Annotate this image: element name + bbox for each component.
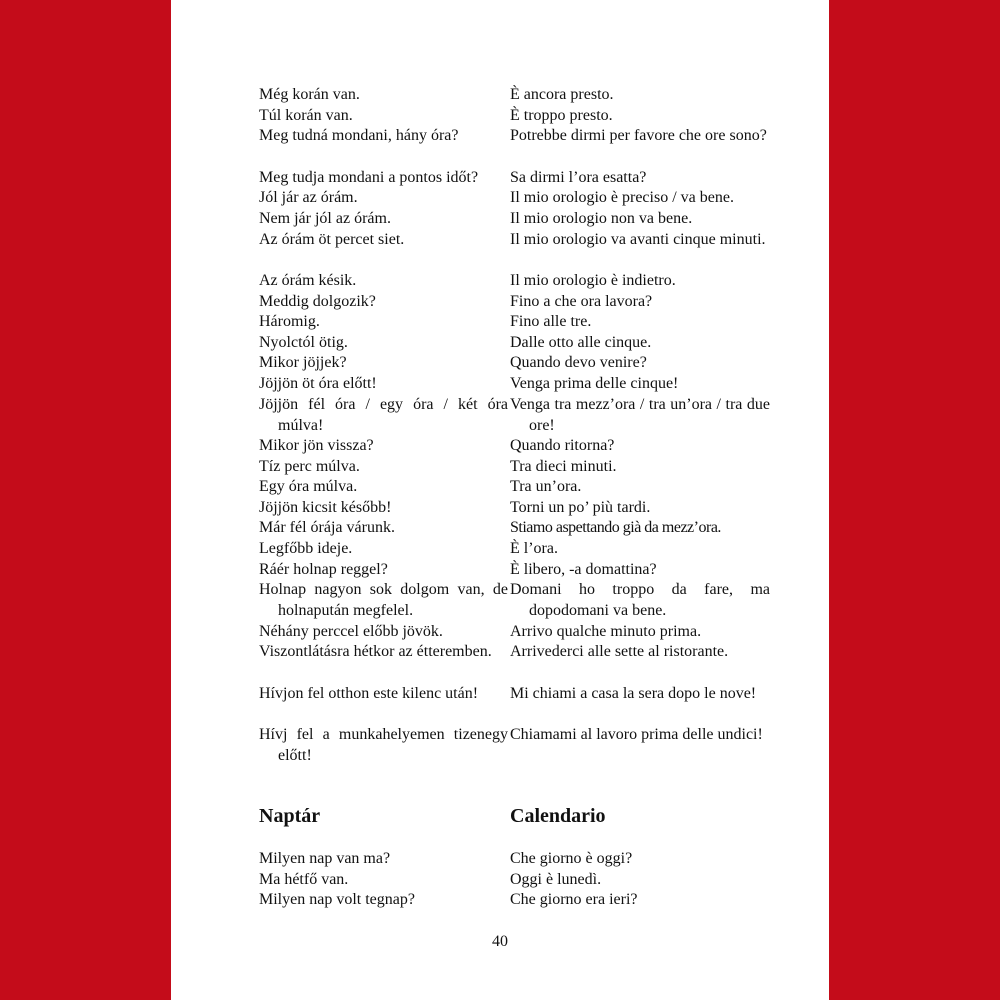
italian-phrase: Il mio orologio è indietro.	[510, 272, 676, 289]
italian-phrase: Quando devo venire?	[510, 354, 647, 371]
italian-phrase: Chiamami al lavoro prima delle undici!	[510, 726, 763, 743]
italian-phrase: Il mio orologio non va bene.	[510, 210, 693, 227]
hungarian-phrase: Az órám késik.	[259, 272, 357, 289]
hungarian-phrase: Mikor jöjjek?	[259, 354, 347, 371]
italian-phrase: Sa dirmi l’ora esatta?	[510, 169, 647, 186]
hungarian-phrase: Túl korán van.	[259, 107, 353, 124]
hungarian-phrase: Holnap nagyon sok dolgom van, de holnapután megfelel.	[259, 581, 508, 619]
hungarian-phrase: Nem jár jól az órám.	[259, 210, 391, 227]
hungarian-phrase: Mikor jön vissza?	[259, 437, 374, 454]
italian-phrase: Che giorno era ieri?	[510, 891, 638, 908]
hungarian-phrase: Jöjjön kicsit később!	[259, 499, 392, 516]
hungarian-phrase: Meg tudná mondani, hány óra?	[259, 127, 459, 144]
italian-phrase: Domani ho troppo da fare, ma dopodomani va bene.	[510, 581, 770, 619]
hungarian-phrase: Ráér holnap reggel?	[259, 561, 388, 578]
page-number: 40	[492, 933, 508, 950]
italian-phrase: È troppo presto.	[510, 107, 613, 124]
italian-phrase: Oggi è lunedì.	[510, 871, 602, 888]
italian-phrase: Dalle otto alle cinque.	[510, 334, 652, 351]
italian-phrase: Tra dieci minuti.	[510, 458, 617, 475]
hungarian-phrase: Háromig.	[259, 313, 320, 330]
hungarian-phrase: Nyolctól ötig.	[259, 334, 348, 351]
hungarian-phrase: Jöjjön fél óra / egy óra / két óra múlva!	[259, 396, 508, 434]
italian-phrase: Torni un po’ più tardi.	[510, 499, 651, 516]
hungarian-phrase: Milyen nap van ma?	[259, 850, 391, 867]
hungarian-phrase: Jól jár az órám.	[259, 189, 358, 206]
hungarian-phrase: Ma hétfő van.	[259, 871, 349, 888]
hungarian-phrase: Tíz perc múlva.	[259, 458, 360, 475]
italian-phrase: Potrebbe dirmi per favore che ore sono?	[510, 127, 767, 144]
italian-phrase: Venga prima delle cinque!	[510, 375, 679, 392]
italian-phrase: È libero, -a domattina?	[510, 561, 657, 578]
section-heading-hungarian: Naptár	[259, 805, 321, 827]
hungarian-phrase: Már fél órája várunk.	[259, 519, 395, 536]
italian-phrase: Fino a che ora lavora?	[510, 293, 653, 310]
italian-phrase: Quando ritorna?	[510, 437, 615, 454]
hungarian-phrase: Viszontlátásra hétkor az étteremben.	[259, 643, 492, 660]
italian-phrase: Tra un’ora.	[510, 478, 582, 495]
italian-phrase: Venga tra mezz’ora / tra un’ora / tra due ore!	[510, 396, 770, 434]
hungarian-phrase: Hívjon fel otthon este kilenc után!	[259, 685, 479, 702]
italian-phrase: Mi chiami a casa la sera dopo le nove!	[510, 685, 757, 702]
italian-phrase: Il mio orologio è preciso / va bene.	[510, 189, 734, 206]
hungarian-phrase: Legfőbb ideje.	[259, 540, 353, 557]
hungarian-phrase: Milyen nap volt tegnap?	[259, 891, 415, 908]
hungarian-phrase: Az órám öt percet siet.	[259, 231, 405, 248]
section-heading-italian: Calendario	[510, 805, 606, 827]
hungarian-phrase: Néhány perccel előbb jövök.	[259, 623, 443, 640]
hungarian-phrase: Meddig dolgozik?	[259, 293, 376, 310]
hungarian-phrase: Meg tudja mondani a pontos időt?	[259, 169, 479, 186]
italian-phrase: Stiamo aspettando già da mezz’ora.	[510, 519, 721, 536]
italian-phrase: È ancora presto.	[510, 86, 614, 103]
italian-phrase: È l’ora.	[510, 540, 558, 557]
italian-phrase: Arrivo qualche minuto prima.	[510, 623, 702, 640]
hungarian-phrase: Hívj fel a munkahelyemen tizenegy előtt!	[259, 726, 508, 764]
hungarian-phrase: Egy óra múlva.	[259, 478, 358, 495]
hungarian-phrase: Még korán van.	[259, 86, 360, 103]
italian-phrase: Fino alle tre.	[510, 313, 592, 330]
italian-phrase: Arrivederci alle sette al ristorante.	[510, 643, 729, 660]
book-page	[171, 0, 829, 1000]
hungarian-phrase: Jöjjön öt óra előtt!	[259, 375, 377, 392]
italian-phrase: Che giorno è oggi?	[510, 850, 633, 867]
italian-phrase: Il mio orologio va avanti cinque minuti.	[510, 231, 766, 248]
